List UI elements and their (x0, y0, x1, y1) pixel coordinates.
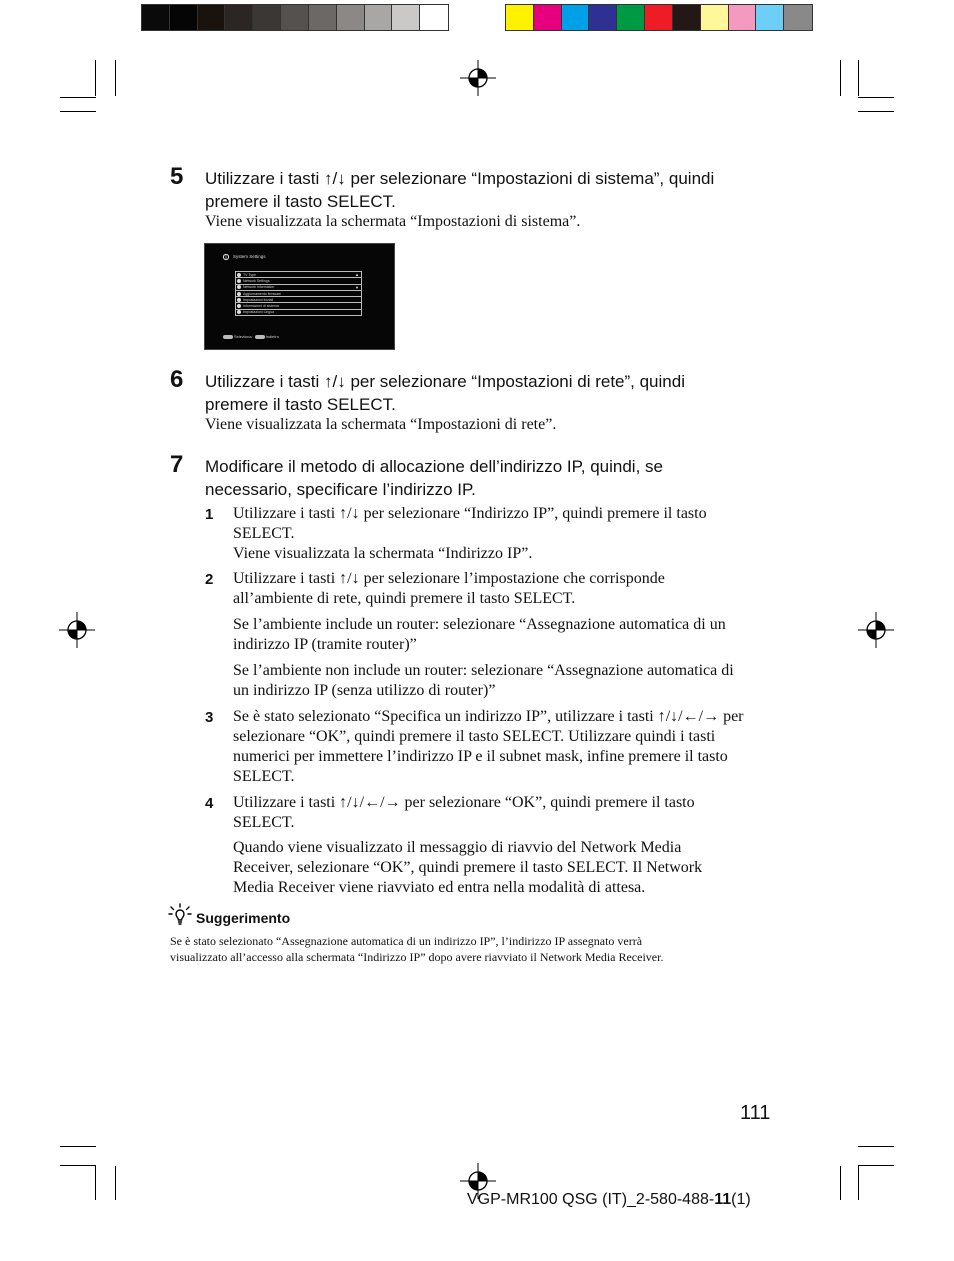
substep-note: Se l’ambiente non include un router: selezionare “Assegnazione automatica di un indirizzo IP (senza utilizzo di router)” (233, 662, 734, 699)
substep-number: 4 (205, 795, 214, 812)
color-swatch (701, 5, 729, 30)
color-swatch-bar (505, 4, 813, 31)
substep-note: Se l’ambiente include un router: selezionare “Assegnazione automatica di un indirizzo IP (tramite router)” (233, 616, 726, 653)
color-swatch (337, 5, 365, 30)
substep-text: Utilizzare i tasti ↑/↓ per selezionare l’impostazione che corrisponde all’ambiente di rete, quindi premere il tasto SELECT. (233, 570, 665, 607)
step-result: Viene visualizzata la schermata “Impostazioni di rete”. (205, 416, 557, 433)
substep-text: Se è stato selezionato “Specifica un indirizzo IP”, utilizzare i tasti ↑/↓/←/→ per selezionare “OK”, quindi premere il tasto SELECT. Utilizzare quindi i tasti numerici per immettere l’indirizzo IP e il subnet mask, infine premere il tasto SELECT. (233, 708, 744, 785)
substep-text: Utilizzare i tasti ↑/↓/←/→ per selezionare “OK”, quindi premere il tasto SELECT. (233, 794, 695, 831)
substep-note: Quando viene visualizzato il messaggio di riavvio del Network Media Receiver, selezionare “OK”, quindi premere il tasto SELECT. Il Network Media Receiver viene riavviato ed entra nella modalità di attesa. (233, 839, 703, 896)
color-swatch (142, 5, 170, 30)
step-number: 7 (170, 451, 184, 478)
color-swatch (420, 5, 448, 30)
color-swatch (253, 5, 281, 30)
menu-item: Network Information ▼ (235, 285, 362, 291)
menu-item: Aggiornamento firmware (235, 291, 362, 297)
color-swatch (281, 5, 309, 30)
back-key-icon (255, 335, 265, 339)
registration-mark-icon (460, 60, 496, 96)
step-title: Utilizzare i tasti ↑/↓ per selezionare “Impostazioni di sistema”, quindi premere il tasto SELECT. (205, 169, 715, 211)
step-number: 6 (170, 366, 184, 393)
step-title: Utilizzare i tasti ↑/↓ per selezionare “Impostazioni di rete”, quindi premere il tasto SELECT. (205, 372, 685, 414)
substep-number: 2 (205, 571, 214, 588)
document-code: VGP-MR100 QSG (IT)_2-580-488-11(1) (467, 1191, 751, 1208)
step-result: Viene visualizzata la schermata “Impostazioni di sistema”. (205, 213, 581, 230)
tip-text: Se è stato selezionato “Assegnazione automatica di un indirizzo IP”, l’indirizzo IP assegnato verrà visualizzato all’accesso alla schermata “Indirizzo IP” dopo avere riavviato il Network Media Receiver. (170, 934, 664, 964)
substep-text: Utilizzare i tasti ↑/↓ per selezionare “Indirizzo IP”, quindi premere il tasto SELECT. Viene visualizzata la schermata “Indirizzo IP”. (233, 505, 707, 562)
color-swatch (170, 5, 198, 30)
menu-item: Impostazioni iniziali (235, 297, 362, 303)
registration-mark-icon (858, 612, 894, 648)
step-title: Modificare il metodo di allocazione dell’indirizzo IP, quindi, se necessario, specificare l’indirizzo IP. (205, 457, 663, 499)
step-number: 5 (170, 163, 184, 190)
screenshot-footer: Seleziona Indietro (223, 334, 279, 339)
select-key-icon (223, 335, 233, 339)
color-swatch (562, 5, 590, 30)
lightbulb-icon (168, 903, 192, 927)
color-swatch (756, 5, 784, 30)
color-swatch (589, 5, 617, 30)
settings-menu (235, 271, 362, 316)
color-swatch (225, 5, 253, 30)
color-swatch (729, 5, 757, 30)
color-swatch (534, 5, 562, 30)
menu-item: Network Settings (235, 278, 362, 284)
menu-item: Informazioni di sistema (235, 303, 362, 309)
settings-icon (222, 253, 230, 261)
screenshot-title: System Settings (233, 254, 266, 259)
color-swatch (365, 5, 393, 30)
menu-item: Impostazioni Lingua (235, 310, 362, 316)
color-swatch (198, 5, 226, 30)
menu-item: TV Type ▲ (235, 271, 362, 278)
color-swatch (392, 5, 420, 30)
system-settings-screenshot (204, 243, 395, 350)
color-swatch (506, 5, 534, 30)
color-swatch (645, 5, 673, 30)
color-swatch (673, 5, 701, 30)
color-swatch (784, 5, 812, 30)
color-swatch (617, 5, 645, 30)
page-number: 111 (740, 1102, 771, 1124)
grayscale-swatch-bar (141, 4, 449, 31)
color-swatch (309, 5, 337, 30)
tip-title: Suggerimento (196, 910, 291, 926)
registration-mark-icon (59, 612, 95, 648)
substep-number: 1 (205, 506, 214, 523)
substep-number: 3 (205, 709, 214, 726)
